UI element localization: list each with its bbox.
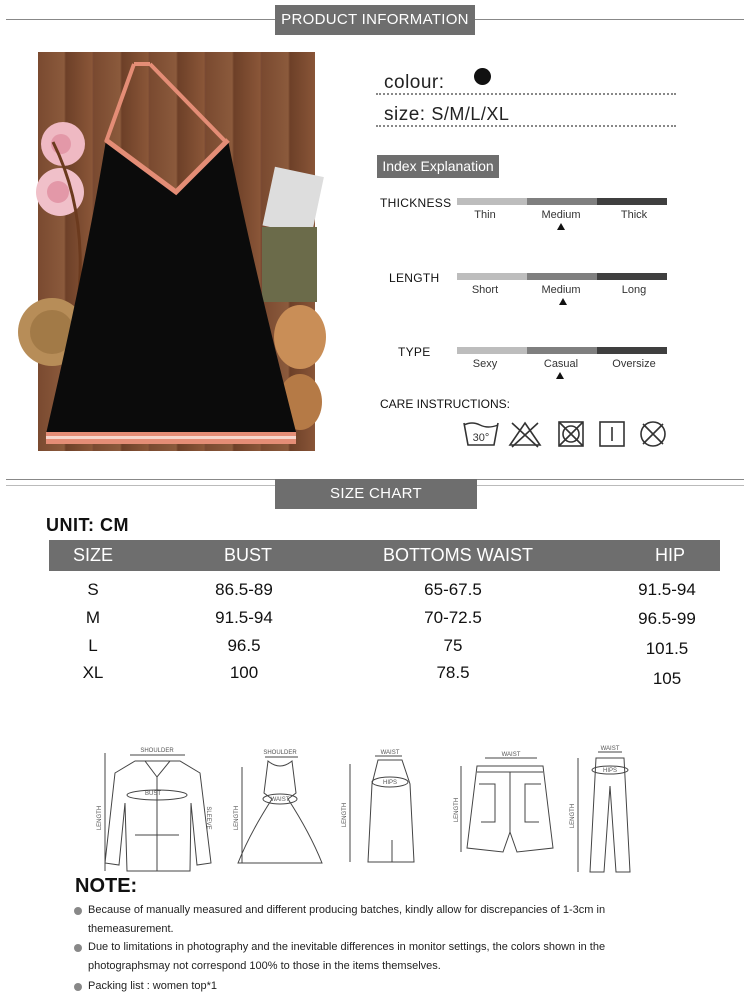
length-bar-2 [527, 273, 597, 280]
skirt-measure-diagram [340, 750, 425, 870]
thickness-level-2: Medium [541, 209, 581, 221]
dress-measure-diagram [230, 743, 330, 873]
length-level-3: Long [621, 284, 647, 296]
thickness-bar-1 [457, 198, 527, 205]
header-size: SIZE [73, 545, 114, 565]
thickness-level-3: Thick [620, 209, 648, 221]
table-cell: 101.5 [645, 639, 689, 658]
shoulder-text: SHOULDER [140, 748, 174, 754]
type-bar-3 [597, 347, 667, 354]
wash-30-icon [462, 419, 500, 449]
colour-swatch [474, 68, 491, 85]
length-level-2: Medium [541, 284, 581, 296]
colour-label: colour: [384, 72, 445, 93]
type-bar-1 [457, 347, 527, 354]
product-info-title: PRODUCT INFORMATION [275, 5, 475, 35]
product-photo [38, 52, 315, 451]
length-text: LENGTH [570, 803, 576, 829]
sleeve-text: SLEEVE [205, 806, 211, 830]
pants-measure-diagram [570, 746, 650, 876]
size-row [384, 104, 509, 126]
table-cell: 91.5-94 [215, 608, 273, 627]
thickness-label: THICKNESS [380, 196, 452, 210]
table-cell: M [85, 608, 101, 627]
colour-divider [376, 93, 676, 95]
size-label: size: [384, 104, 426, 125]
type-level-3: Oversize [612, 358, 656, 370]
note-2: Due to limitations in photography and the inevitable differences in monitor settings, the colors shown in the photographsmay not correspond 100% to those in the items themselves. [88, 941, 606, 972]
length-text: LENGTH [234, 805, 240, 831]
size-chart-title: SIZE CHART [275, 479, 477, 509]
note-bullet-icon [74, 983, 82, 991]
table-cell: S [87, 580, 99, 599]
hips-text: HIPS [382, 780, 398, 786]
no-bleach-icon [508, 419, 542, 449]
table-cell: 100 [229, 663, 259, 682]
size-value: S/M/L/XL [431, 104, 510, 124]
shorts-measure-diagram [455, 752, 565, 862]
length-bar-3 [597, 273, 667, 280]
care-instructions-label: CARE INSTRUCTIONS: [380, 397, 511, 411]
length-text: LENGTH [454, 797, 460, 823]
thickness-bar-2 [527, 198, 597, 205]
index-explanation-badge: Index Explanation [377, 155, 499, 178]
length-text: LENGTH [342, 802, 348, 828]
note-bullet-icon [74, 944, 82, 952]
type-bar-2 [527, 347, 597, 354]
table-cell: XL [82, 663, 104, 682]
table-cell: 78.5 [436, 663, 470, 682]
length-text: LENGTH [97, 805, 103, 831]
table-cell: 96.5-99 [638, 609, 696, 628]
table-cell: 96.5 [227, 636, 261, 655]
no-tumble-dry-icon [556, 419, 586, 449]
waist-text: WAIST [600, 746, 620, 752]
table-cell: L [88, 636, 98, 655]
jacket-measure-diagram [95, 743, 220, 873]
table-cell: 70-72.5 [424, 608, 482, 627]
note-bullet-icon [74, 907, 82, 915]
thickness-indicator-icon [557, 223, 565, 230]
no-dry-clean-icon [638, 419, 668, 449]
note-title: NOTE: [75, 875, 138, 897]
table-cell: 86.5-89 [215, 580, 273, 599]
hips-text: HIPS [602, 768, 618, 774]
table-cell: 105 [652, 669, 682, 688]
unit-label: UNIT: CM [46, 515, 129, 535]
waist-text: WAIST [501, 752, 521, 758]
table-cell: 91.5-94 [638, 580, 696, 599]
waist-text: WAIST [270, 797, 290, 803]
length-indicator-icon [559, 298, 567, 305]
size-divider [376, 125, 676, 127]
wash-temp-text: 30° [472, 432, 490, 444]
thickness-level-1: Thin [474, 209, 496, 221]
header-bust: BUST [224, 545, 273, 565]
length-level-1: Short [471, 284, 499, 296]
type-level-1: Sexy [472, 358, 498, 370]
header-hip: HIP [655, 545, 686, 565]
bust-text: BUST [144, 791, 162, 797]
type-indicator-icon [556, 372, 564, 379]
note-1: Because of manually measured and different producing batches, kindly allow for discrepancies of 1-3cm in themeasurement. [88, 904, 606, 935]
waist-text: WAIST [380, 750, 400, 756]
table-cell: 75 [443, 636, 463, 655]
note-3: Packing list : women top*1 [88, 980, 218, 992]
length-label: LENGTH [389, 271, 440, 285]
length-bar-1 [457, 273, 527, 280]
type-label: TYPE [398, 345, 431, 359]
type-level-2: Casual [543, 358, 579, 370]
table-cell: 65-67.5 [424, 580, 482, 599]
shoulder-text: SHOULDER [263, 750, 297, 756]
thickness-bar-3 [597, 198, 667, 205]
line-dry-icon [597, 419, 627, 449]
header-bottoms-waist: BOTTOMS WAIST [383, 545, 534, 565]
